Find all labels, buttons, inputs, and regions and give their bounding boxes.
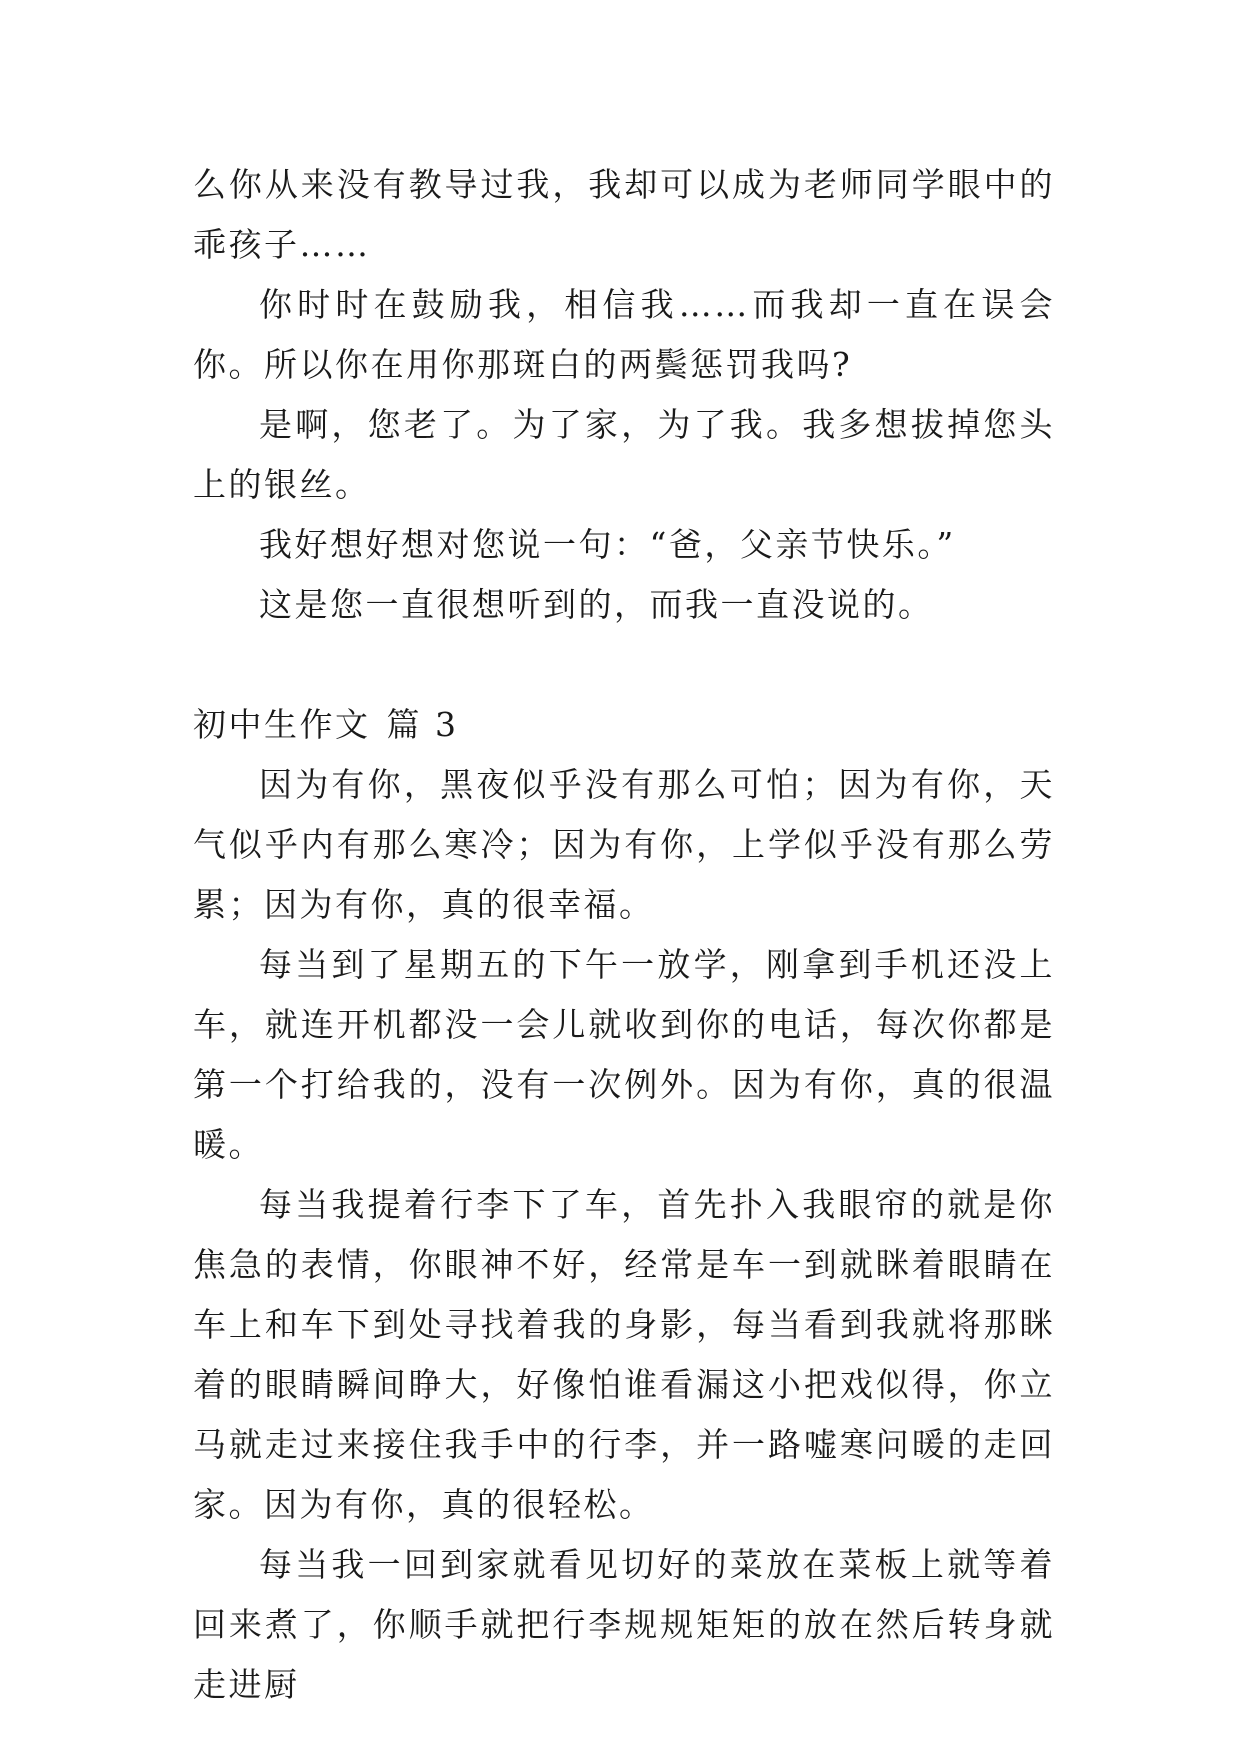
paragraph: 因为有你，黑夜似乎没有那么可怕；因为有你，天气似乎内有那么寒冷；因为有你，上学似乎没有那么劳累；因为有你，真的很幸福。: [193, 765, 1055, 924]
section-number: 篇 3: [386, 705, 459, 744]
paragraph: 这是您一直很想听到的，而我一直没说的。: [259, 585, 934, 624]
paragraph: 每当我提着行李下了车，首先扑入我眼帘的就是你焦急的表情，你眼神不好，经常是车一到就眯着眼睛在车上和车下到处寻找着我的身影，每当看到我就将那眯着的眼睛瞬间睁大，好像怕谁看漏这小把戏似得，你立马就走过来接住我手中的行李，并一路嘘寒问暖的走回家。因为有你，真的很轻松。: [193, 1185, 1055, 1524]
paragraph: 是啊，您老了。为了家，为了我。我多想拔掉您头上的银丝。: [193, 405, 1055, 504]
paragraph-continuation: 么你从来没有教导过我，我却可以成为老师同学眼中的乖孩子……: [193, 165, 1055, 264]
paragraph: 每当到了星期五的下午一放学，刚拿到手机还没上车，就连开机都没一会儿就收到你的电话，每次你都是第一个打给我的，没有一次例外。因为有你，真的很温暖。: [193, 945, 1055, 1164]
paragraph: 你时时在鼓励我，相信我……而我却一直在误会你。所以你在用你那斑白的两鬓惩罚我吗?: [193, 285, 1055, 384]
section-heading: [193, 695, 1055, 755]
section-title: 初中生作文: [193, 705, 371, 744]
document-body: [193, 155, 1055, 1715]
paragraph: 我好想好想对您说一句：“爸，父亲节快乐。”: [259, 525, 956, 564]
paragraph: 每当我一回到家就看见切好的菜放在菜板上就等着回来煮了，你顺手就把行李规规矩矩的放在然后转身就走进厨: [193, 1545, 1055, 1704]
